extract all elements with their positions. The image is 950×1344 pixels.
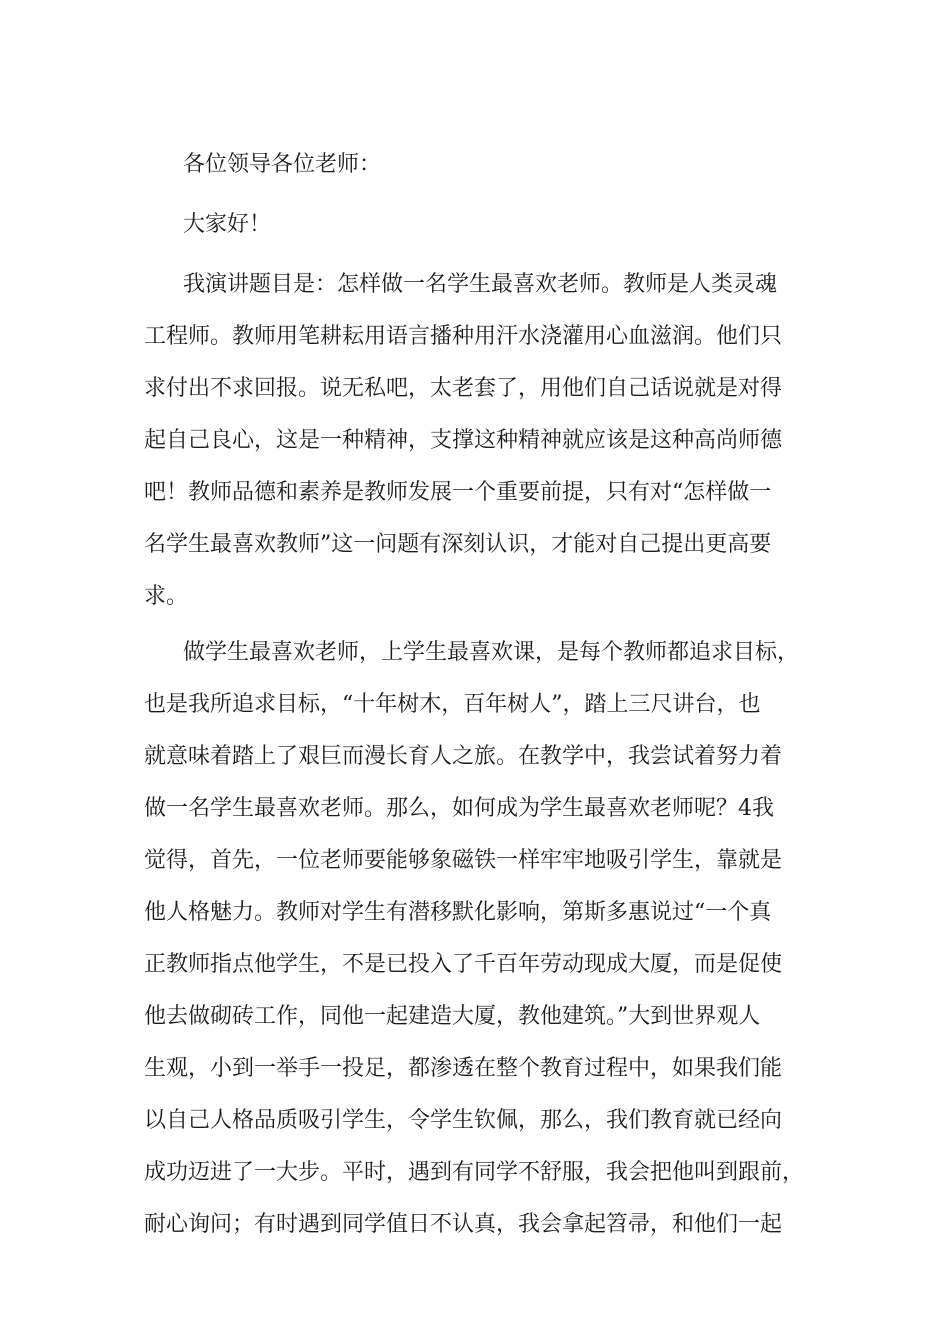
- paragraph-2-line-10: 以自己人格品质吸引学生，令学生钦佩，那么，我们教育就已经向: [144, 1108, 783, 1133]
- paragraph-1-line-1: 我演讲题目是：怎样做一名学生最喜欢老师。教师是人类灵魂: [183, 272, 778, 297]
- paragraph-2-line-2: 也是我所追求目标，“十年树木，百年树人”，踏上三尺讲台，也: [144, 692, 761, 717]
- greeting-line: 大家好！: [183, 212, 272, 237]
- paragraph-1-line-6: 名学生最喜欢教师”这一问题有深刻认识，才能对自己提出更高要: [144, 532, 772, 557]
- paragraph-2-line-1: 做学生最喜欢老师，上学生最喜欢课，是每个教师都追求目标，: [183, 640, 800, 665]
- paragraph-2-line-7: 正教师指点他学生，不是已投入了千百年劳动现成大厦，而是促使: [144, 952, 783, 977]
- paragraph-2-line-3: 就意味着踏上了艰巨而漫长育人之旅。在教学中，我尝试着努力着: [144, 744, 783, 769]
- paragraph-2-line-8: 他去做砌砖工作，同他一起建造大厦，教他建筑。”大到世界观人: [144, 1004, 761, 1029]
- paragraph-2-line-9: 生观，小到一举手一投足，都渗透在整个教育过程中，如果我们能: [144, 1056, 783, 1081]
- paragraph-1-line-5: 吧！教师品德和素养是教师发展一个重要前提，只有对“怎样做一: [144, 480, 772, 505]
- paragraph-1-line-3: 求付出不求回报。说无私吧，太老套了，用他们自己话说就是对得: [144, 376, 783, 401]
- paragraph-2-line-11: 成功迈进了一大步。平时，遇到有同学不舒服，我会把他叫到跟前，: [144, 1160, 805, 1185]
- paragraph-2-line-6: 他人格魅力。教师对学生有潜移默化影响，第斯多惠说过“一个真: [144, 900, 772, 925]
- paragraph-2-line-5: 觉得，首先，一位老师要能够象磁铁一样牢牢地吸引学生，靠就是: [144, 848, 783, 873]
- paragraph-1-line-4: 起自己良心，这是一种精神，支撑这种精神就应该是这种高尚师德: [144, 428, 783, 453]
- paragraph-1-line-2: 工程师。教师用笔耕耘用语言播种用汗水浇灌用心血滋润。他们只: [144, 324, 783, 349]
- paragraph-1-line-7: 求。: [144, 584, 189, 609]
- salutation-line: 各位领导各位老师：: [183, 152, 382, 177]
- paragraph-2-line-12: 耐心询问；有时遇到同学值日不认真，我会拿起笤帚，和他们一起: [144, 1212, 783, 1237]
- paragraph-2-line-4: 做一名学生最喜欢老师。那么，如何成为学生最喜欢老师呢？4我: [144, 796, 774, 821]
